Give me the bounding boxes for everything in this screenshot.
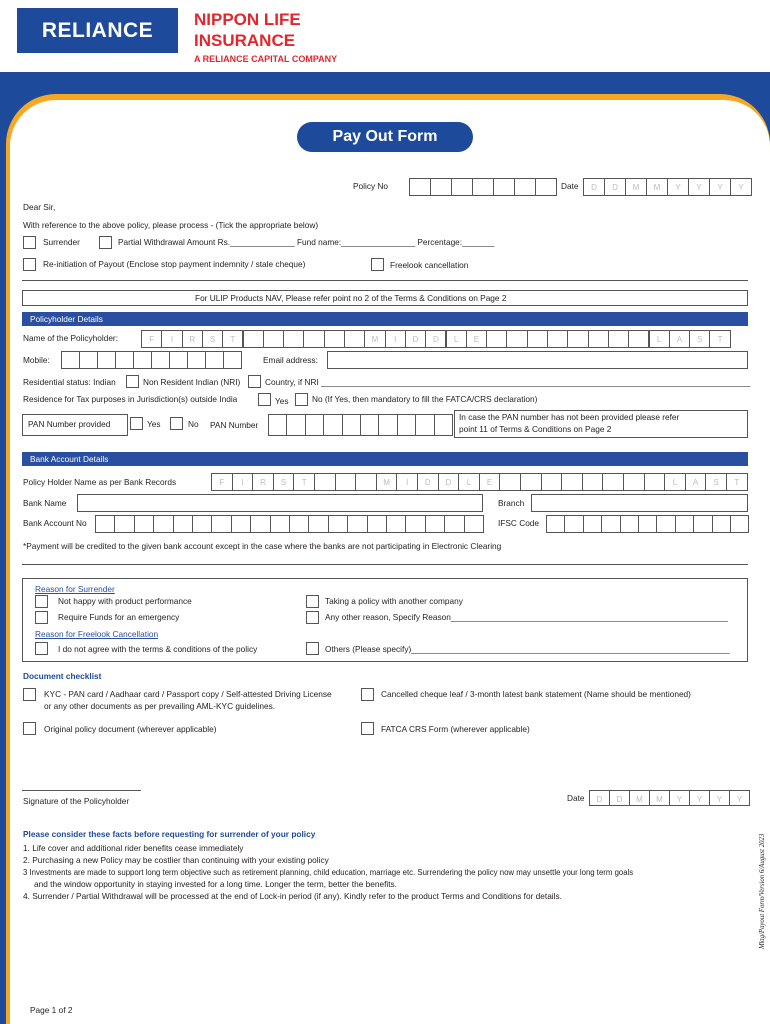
tax-yes-label: Yes (275, 396, 289, 406)
name-cell[interactable]: I (161, 330, 182, 348)
account-cell[interactable] (173, 515, 193, 533)
bank-name-cell[interactable]: R (252, 473, 274, 491)
name-cell[interactable]: T (709, 330, 730, 348)
name-cell[interactable] (628, 330, 649, 348)
account-cell[interactable] (425, 515, 445, 533)
fact-1: 1. Life cover and additional rider benefits cease immediately (23, 843, 244, 853)
bank-name-cell[interactable] (541, 473, 563, 491)
kyc-checkbox[interactable] (23, 688, 36, 701)
ifsc-cell[interactable] (564, 515, 583, 533)
bank-holder-label: Policy Holder Name as per Bank Records (23, 477, 177, 487)
name-cell[interactable]: S (689, 330, 710, 348)
mobile-cell[interactable] (169, 351, 188, 369)
cheque-label: Cancelled cheque leaf / 3-month latest bank statement (Name should be mentioned) (381, 689, 691, 699)
cheque-checkbox[interactable] (361, 688, 374, 701)
account-cell[interactable] (270, 515, 290, 533)
tax-yes-checkbox[interactable] (258, 393, 271, 406)
account-cell[interactable] (153, 515, 173, 533)
mobile-cell[interactable] (151, 351, 170, 369)
name-cell[interactable] (344, 330, 365, 348)
reliance-logo (17, 8, 178, 53)
date-cell[interactable]: Y (689, 790, 710, 806)
account-cell[interactable] (444, 515, 464, 533)
bank-name-cell[interactable] (561, 473, 583, 491)
reason-other-company-checkbox[interactable] (306, 595, 319, 608)
name-cell[interactable]: D (405, 330, 426, 348)
surrender-reason-heading: Reason for Surrender (35, 584, 115, 594)
policy-no-cell[interactable] (514, 178, 536, 196)
name-cell[interactable]: L (649, 330, 670, 348)
ifsc-cell[interactable] (620, 515, 639, 533)
bank-name-cell[interactable]: D (438, 473, 460, 491)
pan-yes-label: Yes (147, 419, 161, 429)
bank-name-cell[interactable] (335, 473, 357, 491)
account-no-label: Bank Account No (23, 518, 87, 528)
date-cell[interactable]: M (646, 178, 668, 196)
bank-name-cell[interactable]: S (273, 473, 295, 491)
mobile-cell[interactable] (97, 351, 116, 369)
bank-name-cell[interactable]: F (211, 473, 233, 491)
pan-cell[interactable] (286, 414, 305, 436)
name-cell[interactable] (527, 330, 548, 348)
account-cell[interactable] (347, 515, 367, 533)
signature-date-label: Date (567, 793, 585, 803)
date-cell[interactable]: D (609, 790, 630, 806)
name-cell[interactable]: E (466, 330, 487, 348)
policyholder-bar: Policyholder Details (22, 312, 748, 326)
bank-name-cell[interactable]: S (705, 473, 727, 491)
account-cell[interactable] (308, 515, 328, 533)
bank-name-cell[interactable] (355, 473, 377, 491)
mobile-label: Mobile: (23, 355, 50, 365)
bank-name-cell[interactable]: T (726, 473, 748, 491)
reason-other-checkbox[interactable] (306, 611, 319, 624)
freelook-others-checkbox[interactable] (306, 642, 319, 655)
email-field[interactable] (327, 351, 748, 369)
account-cell[interactable] (211, 515, 231, 533)
partial-withdrawal-checkbox[interactable] (99, 236, 112, 249)
name-cell[interactable] (303, 330, 324, 348)
kyc-line2: or any other documents as per prevailing AML-KYC guidelines. (44, 701, 276, 711)
bank-note: *Payment will be credited to the given bank account except in the case where the banks are not participating in Electronic Clearing (23, 541, 502, 551)
signature-label: Signature of the Policyholder (23, 796, 130, 806)
company-tagline: A RELIANCE CAPITAL COMPANY (194, 54, 338, 64)
pan-no-label: No (188, 419, 199, 429)
ulip-note: For ULIP Products NAV, Please refer point no 2 of the Terms & Conditions on Page 2 (195, 293, 507, 303)
date-cell[interactable]: D (589, 790, 610, 806)
date-cell[interactable]: Y (709, 790, 730, 806)
pan-cell[interactable] (397, 414, 416, 436)
policy-no-label: Policy No (353, 181, 389, 191)
name-cell[interactable] (283, 330, 304, 348)
name-cell[interactable] (324, 330, 345, 348)
ifsc-cell[interactable] (546, 515, 565, 533)
mobile-cell[interactable] (187, 351, 206, 369)
mobile-cell[interactable] (61, 351, 80, 369)
name-cell[interactable] (608, 330, 629, 348)
reason-performance-checkbox[interactable] (35, 595, 48, 608)
bank-name-cell[interactable] (582, 473, 604, 491)
mobile-cell[interactable] (205, 351, 224, 369)
pan-note-line2: point 11 of Terms & Conditions on Page 2 (459, 424, 612, 434)
date-cell[interactable]: Y (729, 790, 750, 806)
name-cell[interactable] (263, 330, 284, 348)
divider (22, 564, 748, 565)
pan-cell[interactable] (342, 414, 361, 436)
freelook-terms-label: I do not agree with the terms & conditions of the policy (58, 644, 258, 654)
name-cell[interactable] (486, 330, 507, 348)
freelook-reason-heading: Reason for Freelook Cancellation (35, 629, 159, 639)
pan-note-line1: In case the PAN number has not been provided please refer (459, 412, 680, 422)
bank-name-cell[interactable]: E (479, 473, 501, 491)
account-cell[interactable] (114, 515, 134, 533)
facts-heading: Please consider these facts before requesting for surrender of your policy (23, 829, 316, 839)
bank-name-field[interactable] (77, 494, 483, 512)
ifsc-label: IFSC Code (498, 518, 540, 528)
bank-name-cell[interactable]: M (376, 473, 398, 491)
original-policy-label: Original policy document (wherever applicable) (44, 724, 217, 734)
name-cell[interactable]: I (385, 330, 406, 348)
reason-performance-label: Not happy with product performance (58, 596, 192, 606)
ifsc-cell[interactable] (656, 515, 675, 533)
branch-label: Branch (498, 498, 525, 508)
pan-cell[interactable] (434, 414, 453, 436)
bank-name-cell[interactable]: D (417, 473, 439, 491)
reason-other-company-label: Taking a policy with another company (325, 596, 463, 606)
policy-no-cell[interactable] (451, 178, 473, 196)
bank-name-cell[interactable]: I (396, 473, 418, 491)
account-cell[interactable] (289, 515, 309, 533)
bank-name-cell[interactable]: I (232, 473, 254, 491)
page-number: Page 1 of 2 (30, 1005, 73, 1015)
account-cell[interactable] (192, 515, 212, 533)
date-cell[interactable]: M (649, 790, 670, 806)
name-cell[interactable] (567, 330, 588, 348)
salutation: Dear Sir, (23, 202, 56, 212)
bank-name-label: Bank Name (23, 498, 67, 508)
name-cell[interactable]: S (202, 330, 223, 348)
bank-name-cell[interactable] (520, 473, 542, 491)
nri-label: Non Resident Indian (NRI) (143, 377, 241, 387)
name-cell[interactable]: F (141, 330, 162, 348)
pan-no-checkbox[interactable] (170, 417, 183, 430)
fatca-checkbox[interactable] (361, 722, 374, 735)
bank-name-cell[interactable] (644, 473, 666, 491)
date-cell[interactable]: Y (688, 178, 710, 196)
bank-name-cell[interactable]: A (685, 473, 707, 491)
ifsc-cell[interactable] (693, 515, 712, 533)
account-cell[interactable] (250, 515, 270, 533)
account-cell[interactable] (405, 515, 425, 533)
header (0, 0, 770, 72)
account-cell[interactable] (328, 515, 348, 533)
tax-residence-label: Residence for Tax purposes in Jurisdiction(s) outside India (23, 394, 238, 404)
policy-no-cell[interactable] (535, 178, 557, 196)
name-cell[interactable] (547, 330, 568, 348)
name-cell[interactable] (243, 330, 264, 348)
company-name-line1: NIPPON LIFE (194, 10, 301, 29)
freelook-checkbox[interactable] (371, 258, 384, 271)
date-label: Date (561, 181, 579, 191)
mobile-cell[interactable] (115, 351, 134, 369)
logo-text: RELIANCE (41, 19, 154, 42)
account-cell[interactable] (95, 515, 115, 533)
tax-no-checkbox[interactable] (295, 393, 308, 406)
kyc-line1: KYC - PAN card / Aadhaar card / Passport copy / Self-attested Driving License (44, 689, 332, 699)
original-policy-checkbox[interactable] (23, 722, 36, 735)
fatca-label: FATCA CRS Form (wherever applicable) (381, 724, 530, 734)
indian-checkbox[interactable] (126, 375, 139, 388)
ifsc-cell[interactable] (675, 515, 694, 533)
policy-no-cell[interactable] (430, 178, 452, 196)
residential-label: Residential status: Indian (23, 377, 116, 387)
mobile-cell[interactable] (79, 351, 98, 369)
reason-emergency-label: Require Funds for an emergency (58, 612, 180, 622)
date-cell[interactable]: M (625, 178, 647, 196)
nri-checkbox[interactable] (248, 375, 261, 388)
date-cell[interactable]: Y (709, 178, 731, 196)
surrender-label: Surrender (43, 237, 80, 247)
account-cell[interactable] (367, 515, 387, 533)
date-cell[interactable]: D (604, 178, 626, 196)
bank-name-cell[interactable]: L (458, 473, 480, 491)
policy-no-cell[interactable] (493, 178, 515, 196)
ifsc-cell[interactable] (601, 515, 620, 533)
tax-no-label: No (If Yes, then mandatory to fill the FATCA/CRS declaration) (312, 394, 538, 404)
policy-no-cell[interactable] (409, 178, 431, 196)
name-cell[interactable]: D (425, 330, 446, 348)
reference-text: With reference to the above policy, please process - (Tick the appropriate below) (23, 220, 319, 230)
signature-line[interactable] (22, 790, 141, 791)
reason-other-label: Any other reason, Specify Reason____________________________________________________________ (325, 612, 728, 622)
date-cell[interactable]: Y (667, 178, 689, 196)
ifsc-cell[interactable] (712, 515, 731, 533)
name-cell[interactable] (506, 330, 527, 348)
policy-no-cell[interactable] (472, 178, 494, 196)
reason-emergency-checkbox[interactable] (35, 611, 48, 624)
date-cell[interactable]: Y (669, 790, 690, 806)
fact-3b: and the window opportunity in staying invested for a long time. Longer the term, better the benefits. (34, 879, 397, 889)
bank-name-cell[interactable] (623, 473, 645, 491)
side-note: Mktg/Payout Form/Version 6/August 2023 (759, 833, 766, 949)
bank-bar: Bank Account Details (22, 452, 748, 466)
email-label: Email address: (263, 355, 318, 365)
policyholder-name-label: Name of the Policyholder: (23, 333, 119, 343)
date-cell[interactable]: D (583, 178, 605, 196)
date-cell[interactable]: Y (730, 178, 752, 196)
fact-4: 4. Surrender / Partial Withdrawal will be processed at the end of Lock-in period (if any). Kindly refer to the product Terms and Conditions for details. (23, 891, 562, 901)
reinitiation-label: Re-initiation of Payout (Enclose stop payment indemnity / stale cheque) (43, 259, 306, 269)
account-cell[interactable] (231, 515, 251, 533)
ifsc-cell[interactable] (583, 515, 602, 533)
mobile-cell[interactable] (223, 351, 242, 369)
freelook-label: Freelook cancellation (390, 260, 469, 270)
pan-cell[interactable] (323, 414, 342, 436)
pan-yes-checkbox[interactable] (130, 417, 143, 430)
divider (22, 280, 748, 281)
date-cell[interactable]: M (629, 790, 650, 806)
name-cell[interactable]: R (182, 330, 203, 348)
fact-2: 2. Purchasing a new Policy may be costlier than continuing with your existing policy (23, 855, 329, 865)
name-cell[interactable]: M (364, 330, 385, 348)
bank-name-cell[interactable] (602, 473, 624, 491)
fact-3a: 3 Investments are made to support long term objective such as retirement planning, child education, marriage etc. Surrendering the policy now may unsettle your long term goals (23, 868, 634, 877)
freelook-others-label: Others (Please specify)_____________________________________________________________________ (325, 644, 730, 654)
pan-cell[interactable] (360, 414, 379, 436)
name-cell[interactable]: T (222, 330, 243, 348)
name-cell[interactable]: A (669, 330, 690, 348)
bank-name-cell[interactable]: L (664, 473, 686, 491)
pan-provided-label: PAN Number provided (28, 419, 111, 429)
form-title: Pay Out Form (297, 122, 473, 152)
bank-name-cell[interactable]: T (293, 473, 315, 491)
ifsc-cell[interactable] (730, 515, 749, 533)
branch-field[interactable] (531, 494, 748, 512)
bank-name-cell[interactable] (499, 473, 521, 491)
country-label: Country, if NRI _____________________________________________________________________________________________ (265, 377, 751, 387)
bank-name-cell[interactable] (314, 473, 336, 491)
account-cell[interactable] (464, 515, 484, 533)
checklist-heading: Document checklist (23, 671, 102, 681)
pan-number-label: PAN Number (210, 420, 259, 430)
pan-cell[interactable] (305, 414, 324, 436)
company-name-line2: INSURANCE (194, 31, 296, 50)
pan-cell[interactable] (268, 414, 287, 436)
name-cell[interactable]: L (446, 330, 467, 348)
pan-cell[interactable] (415, 414, 434, 436)
ifsc-cell[interactable] (638, 515, 657, 533)
name-cell[interactable] (588, 330, 609, 348)
account-cell[interactable] (134, 515, 154, 533)
mobile-cell[interactable] (133, 351, 152, 369)
partial-withdrawal-label: Partial Withdrawal Amount Rs.______________ Fund name:________________ Percentage:_______ (118, 237, 495, 247)
surrender-checkbox[interactable] (23, 236, 36, 249)
freelook-terms-checkbox[interactable] (35, 642, 48, 655)
pan-cell[interactable] (378, 414, 397, 436)
account-cell[interactable] (386, 515, 406, 533)
reinitiation-checkbox[interactable] (23, 258, 36, 271)
